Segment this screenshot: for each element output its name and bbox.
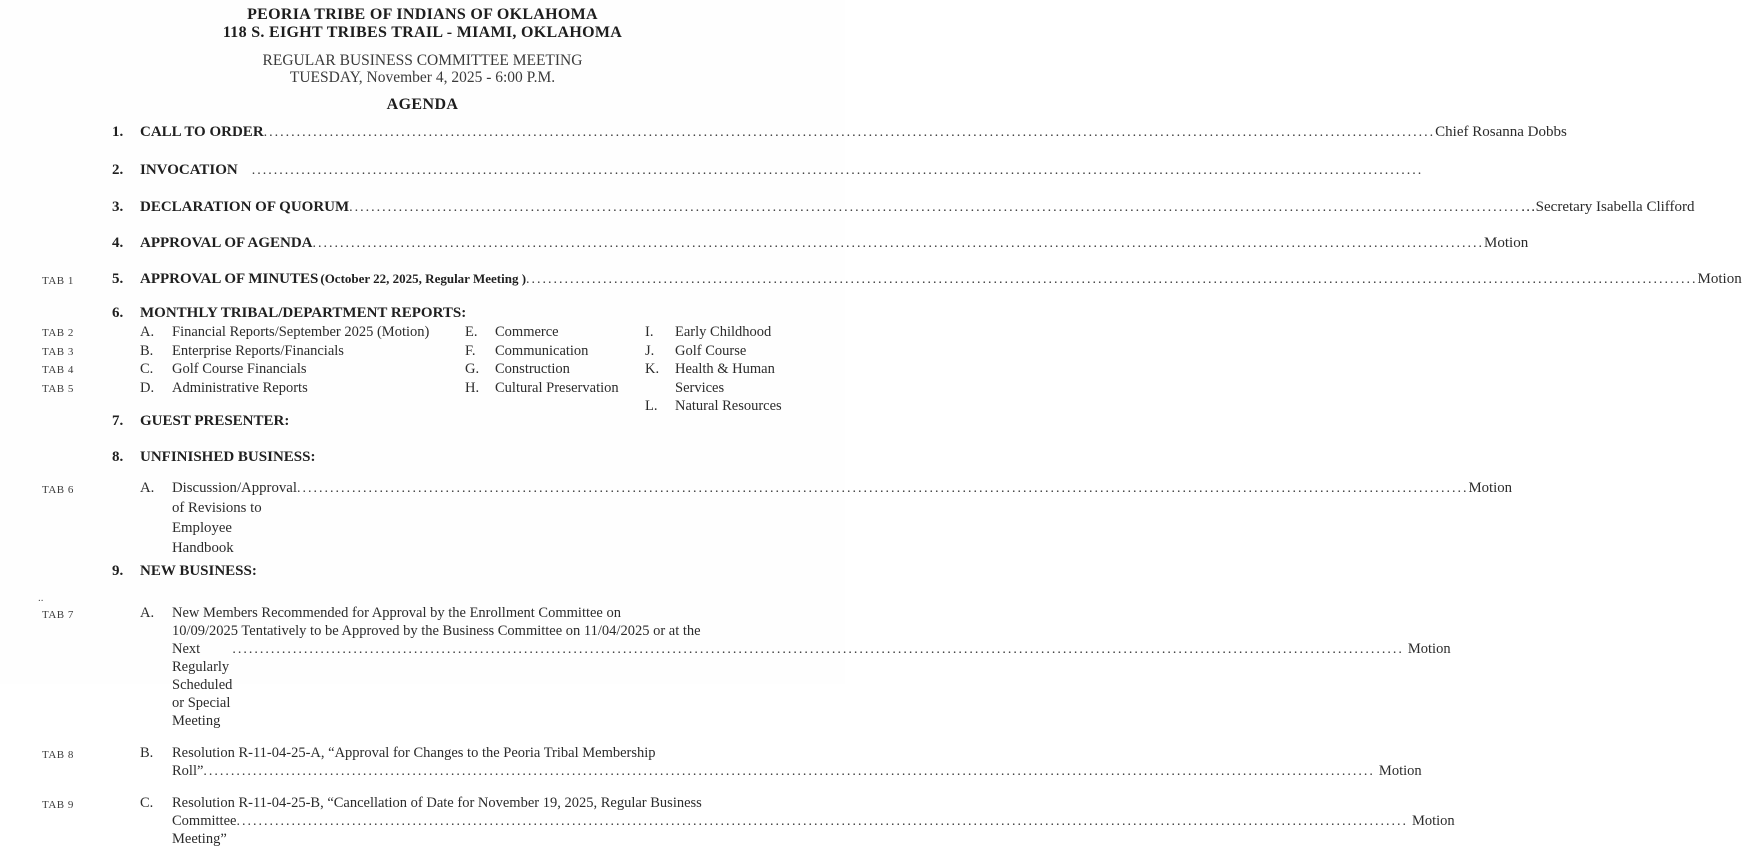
subitem-letter: A.: [140, 479, 155, 496]
meeting-datetime: TUESDAY, November 4, 2025 - 6:00 P.M.: [289, 68, 556, 86]
item-right-text: Motion: [1407, 640, 1451, 657]
item-right-text: Motion: [1697, 271, 1742, 287]
report-row: [0, 342, 845, 361]
subitem-text: New Members Recommended for Approval by the Enrollment Committee on: [172, 604, 621, 621]
tab-label: TAB 5: [42, 382, 74, 395]
item-title: MONTHLY TRIBAL/DEPARTMENT REPORTS:: [140, 305, 467, 321]
subitem-last-line: [172, 640, 1451, 730]
report-letter: F.: [465, 342, 476, 359]
item-right-text: …Secretary Isabella Clifford: [1520, 199, 1695, 215]
item-number: 2.: [112, 162, 124, 178]
subitem-text: 10/09/2025 Tentatively to be Approved by the Business Committee on 11/04/2025 or at the: [172, 622, 701, 639]
report-name: Communication: [495, 342, 589, 359]
item-right-text: Motion: [1468, 479, 1513, 496]
dot-leader: [313, 234, 1485, 254]
item-right-text: Motion: [1484, 235, 1529, 251]
report-name: Early Childhood: [675, 324, 772, 340]
report-row: [0, 323, 845, 342]
item-title: INVOCATION: [140, 162, 238, 178]
item-title: APPROVAL OF MINUTES: [140, 271, 319, 287]
report-name: Construction: [495, 361, 570, 377]
agenda-item-9: [0, 561, 845, 581]
report-letter: B.: [140, 342, 154, 359]
agenda-heading: AGENDA: [386, 96, 459, 113]
report-letter: J.: [645, 342, 655, 359]
tab-label: TAB 3: [42, 345, 74, 358]
report-letter: H.: [465, 379, 480, 396]
report-name: Commerce: [495, 324, 559, 340]
report-name: Health & Human: [675, 361, 775, 377]
agenda-item-7: [0, 411, 845, 431]
report-letter: K.: [645, 361, 660, 377]
report-letter: E.: [465, 324, 478, 340]
department-reports-grid: [0, 323, 845, 416]
item-number: 9.: [112, 562, 124, 579]
dot-leader: [264, 123, 1436, 143]
tab-label: TAB 9: [42, 798, 74, 811]
subitem-text: Discussion/Approval of Revisions to Employee Handbook: [172, 479, 297, 556]
item-title: UNFINISHED BUSINESS:: [140, 448, 316, 465]
subitem-letter: A.: [140, 604, 155, 621]
report-name: Golf Course: [675, 342, 747, 359]
tab-label: TAB 7: [42, 608, 74, 621]
report-name: Services: [675, 379, 725, 396]
report-letter: G.: [465, 361, 480, 377]
scan-artifact: ..: [38, 592, 44, 604]
item-title: NEW BUSINESS:: [140, 562, 257, 579]
agenda-item-4: [0, 233, 1529, 254]
item-number: 6.: [112, 305, 124, 321]
dot-leader: [232, 641, 1404, 659]
report-name: Cultural Preservation: [495, 379, 619, 396]
dot-leader: [236, 813, 1408, 831]
report-letter: C.: [140, 361, 154, 377]
report-name: Natural Resources: [675, 398, 782, 414]
item-number: 1.: [112, 124, 124, 140]
item-note: (October 22, 2025, Regular Meeting ): [320, 271, 527, 286]
item-number: 7.: [112, 412, 124, 429]
tab-label: TAB 2: [42, 327, 74, 339]
subitem-text: Committee Meeting”: [172, 812, 237, 847]
agenda-item-3: [0, 197, 1695, 218]
dot-leader: [203, 763, 1375, 781]
subitem-letter: C.: [140, 794, 154, 811]
item-number: 8.: [112, 448, 124, 465]
new-business-item-c: [0, 794, 1455, 848]
tab-label: TAB 8: [42, 748, 74, 761]
agenda-item-8: [0, 447, 845, 467]
report-letter: I.: [645, 324, 654, 340]
dot-leader: [526, 270, 1698, 290]
item-title: DECLARATION OF QUORUM: [140, 199, 350, 215]
meeting-title: REGULAR BUSINESS COMMITTEE MEETING: [262, 52, 583, 69]
item-right-text: Chief Rosanna Dobbs: [1435, 124, 1567, 140]
new-business-item-a: [0, 604, 1451, 730]
dot-leader: [349, 198, 1521, 218]
tab-label: TAB 6: [42, 483, 74, 496]
agenda-item-2: [0, 160, 845, 181]
dot-leader: [297, 479, 1469, 499]
report-letter: A.: [140, 324, 155, 340]
item-right-text: Motion: [1411, 812, 1455, 829]
agenda-item-1: [0, 122, 1567, 143]
agenda-item-6: [0, 303, 845, 323]
report-letter: D.: [140, 379, 155, 396]
report-row: [0, 360, 845, 379]
item-title: APPROVAL OF AGENDA: [140, 235, 313, 251]
subitem-text: Roll”: [172, 762, 204, 779]
agenda-item-5: [0, 269, 1742, 290]
subitem-text: Resolution R-11-04-25-A, “Approval for Changes to the Peoria Tribal Membership: [172, 744, 656, 761]
subitem-last-line: [172, 762, 1422, 781]
subitem-last-line: [172, 812, 1455, 848]
dot-leader: [252, 161, 1424, 181]
report-letter: L.: [645, 398, 658, 414]
org-address: 118 S. EIGHT TRIBES TRAIL - MIAMI, OKLAHOMA: [222, 23, 623, 41]
tab-label: TAB 4: [42, 364, 74, 376]
document-header: [0, 0, 845, 114]
item-number: 5.: [112, 271, 124, 287]
meeting-info: [0, 53, 845, 86]
item-title: GUEST PRESENTER:: [140, 412, 290, 429]
item-title: CALL TO ORDER: [140, 124, 264, 140]
report-name: Administrative Reports: [172, 379, 308, 396]
report-row: [0, 379, 845, 398]
subitem-letter: B.: [140, 744, 154, 761]
org-name: PEORIA TRIBE OF INDIANS OF OKLAHOMA: [247, 6, 598, 23]
item-right-text: Motion: [1378, 762, 1422, 779]
new-business-item-b: [0, 744, 1422, 781]
item-number: 4.: [112, 235, 124, 251]
report-letter: [645, 379, 675, 398]
item-number: 3.: [112, 199, 124, 215]
unfinished-business-item: [0, 478, 1513, 558]
report-name: Golf Course Financials: [172, 361, 307, 377]
report-name: Enterprise Reports/Financials: [172, 342, 344, 359]
subitem-text: Next Regularly Scheduled or Special Meeting: [172, 640, 233, 729]
report-name: Financial Reports/September 2025 (Motion): [172, 324, 430, 340]
tab-label: TAB 1: [42, 275, 74, 287]
subitem-text: Resolution R-11-04-25-B, “Cancellation of Date for November 19, 2025, Regular Business: [172, 794, 702, 811]
